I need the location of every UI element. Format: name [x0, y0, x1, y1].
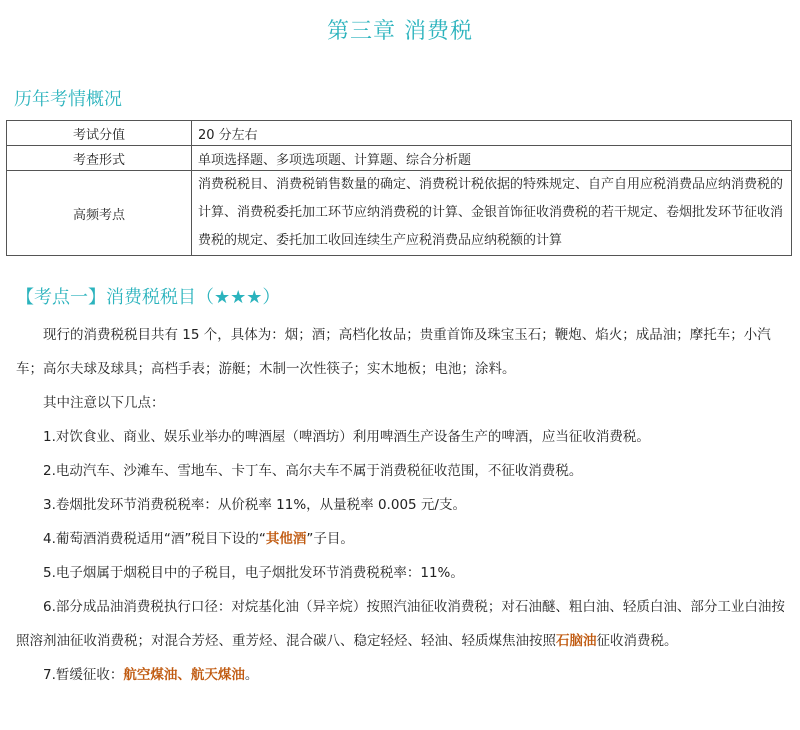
row-value: 单项选择题、多项选项题、计算题、综合分析题	[192, 146, 792, 171]
table-row	[7, 146, 792, 171]
note-item-6-text: 6.部分成品油消费税执行口径：对烷基化油（异辛烷）按照汽油征收消费税；对石油醚、粗白油、轻质白油、部分工业白油按照溶剂油征收消费税；对混合芳烃、重芳烃、混合碳八、稳定轻烃、轻油、轻质煤焦油按照	[16, 599, 785, 649]
row-label: 考试分值	[7, 121, 192, 146]
note-item-3: 3.卷烟批发环节消费税税率：从价税率 11%，从量税率 0.005 元/支。	[43, 497, 466, 513]
highlight-naphtha: 石脑油	[556, 633, 597, 649]
row-value: 20 分左右	[192, 121, 792, 146]
point-one-content	[16, 318, 786, 692]
note-item-6-tail: 征收消费税。	[596, 633, 678, 649]
page-title: 第三章 消费税	[327, 19, 473, 44]
note-item-4-tail: ”子目。	[306, 531, 354, 547]
note-item-7-text: 7.暂缓征收：	[43, 667, 124, 683]
point-one-heading: 【考点一】消费税税目（★★★）	[16, 287, 281, 308]
note-item-6	[16, 590, 786, 658]
notes-intro: 其中注意以下几点：	[43, 395, 165, 411]
note-item-7	[16, 658, 786, 692]
note-item-5: 5.电子烟属于烟税目中的子税目，电子烟批发环节消费税税率：11%。	[43, 565, 464, 581]
intro-paragraph: 现行的消费税税目共有 15 个，具体为：烟；酒；高档化妆品；贵重首饰及珠宝玉石；鞭炮、焰火；成品油；摩托车；小汽车；高尔夫球及球具；高档手表；游艇；木制一次性筷子；实木地板；电池；涂料。	[16, 327, 771, 377]
table-row	[7, 171, 792, 256]
note-item-4-text: 4.葡萄酒消费税适用“酒”税目下设的“	[43, 531, 266, 547]
highlight-other-wine: 其他酒	[265, 531, 307, 547]
note-item-4	[16, 522, 786, 556]
row-label: 高频考点	[7, 171, 192, 256]
row-label: 考查形式	[7, 146, 192, 171]
overview-heading: 历年考情概况	[14, 89, 122, 110]
note-item-2: 2.电动汽车、沙滩车、雪地车、卡丁车、高尔夫车不属于消费税征收范围，不征收消费税。	[43, 463, 583, 479]
note-item-7-tail: 。	[244, 667, 259, 683]
exam-overview-table	[6, 120, 792, 256]
highlight-jet-fuel: 航空煤油、航天煤油	[123, 667, 245, 683]
note-item-1: 1.对饮食业、商业、娱乐业举办的啤酒屋（啤酒坊）利用啤酒生产设备生产的啤酒，应当征收消费税。	[43, 429, 650, 445]
table-row	[7, 121, 792, 146]
row-value: 消费税税目、消费税销售数量的确定、消费税计税依据的特殊规定、自产自用应税消费品应纳消费税的计算、消费税委托加工环节应纳消费税的计算、金银首饰征收消费税的若干规定、卷烟批发环节征收消费税的规定、委托加工收回连续生产应税消费品应纳税额的计算	[192, 171, 792, 256]
